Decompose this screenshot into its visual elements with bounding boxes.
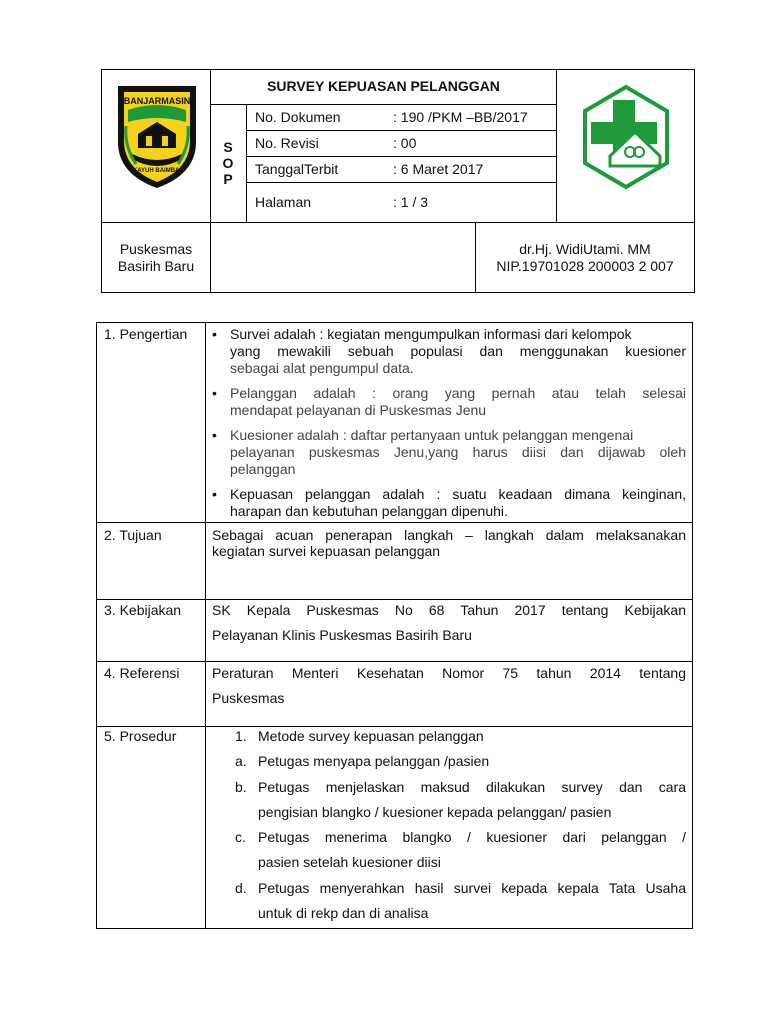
- prosedur-item-c-line-1: Petugas menerima blangko / kuesioner dari pelanggan /: [258, 829, 686, 845]
- bullet-marker: •: [212, 427, 217, 443]
- referensi-line-2: Puskesmas: [212, 690, 285, 706]
- prosedur-item-1-text: Metode survey kepuasan pelanggan: [258, 728, 484, 744]
- referensi-line-1: Peraturan Menteri Kesehatan Nomor 75 tahun 2014 tentang: [212, 665, 686, 681]
- prosedur-item-a-text: Petugas menyapa pelanggan /pasien: [258, 753, 490, 769]
- puskesmas-logo-icon: [582, 84, 670, 190]
- prosedur-label: 5. Prosedur: [104, 728, 177, 744]
- document-title: SURVEY KEPUASAN PELANGGAN: [267, 78, 500, 94]
- prosedur-item-b-marker: b.: [235, 779, 247, 795]
- sop-letter-s: S: [223, 139, 233, 155]
- city-logo-text-top: BANJARMASIN: [123, 96, 191, 106]
- pengertian-item-2-line-2: mendapat pelayanan di Puskesmas Jenu: [230, 402, 487, 418]
- prosedur-item-d-line-1: Petugas menyerahkan hasil survei kepada kepala Tata Usaha: [258, 880, 686, 896]
- pengertian-item-3-line-1: Kuesioner adalah : daftar pertanyaan untuk pelanggan mengenai: [230, 427, 634, 443]
- issue-date-label: TanggalTerbit: [255, 161, 339, 177]
- city-logo: [110, 82, 204, 192]
- org-name-line2: Basirih Baru: [117, 258, 195, 274]
- issue-date-value: : 6 Maret 2017: [393, 161, 484, 177]
- prosedur-item-d-marker: d.: [235, 880, 247, 896]
- pengertian-item-4-line-1: Kepuasan pelanggan adalah : suatu keadaan dimana keinginan,: [230, 486, 686, 502]
- pengertian-item-1-line-1: Survei adalah : kegiatan mengumpulkan informasi dari kelompok: [230, 326, 632, 342]
- page-value: : 1 / 3: [393, 194, 429, 210]
- city-logo-text-bottom: KAYUH BAIMBAI: [132, 168, 182, 174]
- tujuan-line-2: kegiatan survei kepuasan pelanggan: [212, 543, 441, 559]
- prosedur-item-b-line-1: Petugas menjelaskan maksud dilakukan survey dan cara: [258, 779, 686, 795]
- tujuan-line-1: Sebagai acuan penerapan langkah – langkah dalam melaksanakan: [212, 527, 686, 543]
- sop-letter-p: P: [223, 171, 233, 187]
- signer-nip: NIP.19701028 200003 2 007: [496, 258, 674, 274]
- pengertian-item-3-line-3: pelanggan: [230, 461, 296, 477]
- pengertian-item-3-line-2: pelayanan puskesmas Jenu,yang harus diisi dan dijawab oleh: [230, 444, 686, 460]
- prosedur-item-c-line-2: pasien setelah kuesioner diisi: [258, 854, 441, 870]
- doc-number-label: No. Dokumen: [255, 109, 341, 125]
- prosedur-item-1-marker: 1.: [235, 728, 247, 744]
- prosedur-item-c-marker: c.: [235, 829, 246, 845]
- bullet-marker: •: [212, 326, 217, 342]
- revision-label: No. Revisi: [255, 135, 319, 151]
- sop-letter-o: O: [222, 155, 234, 171]
- org-name-line1: Puskesmas: [119, 241, 193, 257]
- tujuan-label: 2. Tujuan: [104, 527, 162, 543]
- prosedur-item-d-line-2: untuk di rekp dan di analisa: [258, 905, 429, 921]
- revision-value: : 00: [393, 135, 417, 151]
- pengertian-item-1-line-3: sebagai alat pengumpul data.: [230, 360, 414, 376]
- pengertian-label: 1. Pengertian: [104, 326, 188, 342]
- pengertian-item-1-line-2: yang mewakili sebuah populasi dan menggunakan kuesioner: [230, 343, 686, 359]
- bullet-marker: •: [212, 486, 217, 502]
- kebijakan-label: 3. Kebijakan: [104, 602, 182, 618]
- prosedur-item-b-line-2: pengisian blangko / kuesioner kepada pelanggan/ pasien: [258, 804, 612, 820]
- page-label: Halaman: [255, 194, 312, 210]
- signer-name: dr.Hj. WidiUtami. MM: [519, 241, 651, 257]
- pengertian-item-4-line-2: harapan dan kebutuhan pelanggan dipenuhi.: [230, 503, 508, 519]
- bullet-marker: •: [212, 385, 217, 401]
- doc-number-value: : 190 /PKM –BB/2017: [393, 109, 528, 125]
- prosedur-item-a-marker: a.: [235, 753, 247, 769]
- referensi-label: 4. Referensi: [104, 665, 180, 681]
- kebijakan-line-1: SK Kepala Puskesmas No 68 Tahun 2017 tentang Kebijakan: [212, 602, 686, 618]
- pengertian-item-2-line-1: Pelanggan adalah : orang yang pernah atau telah selesai: [230, 385, 686, 401]
- kebijakan-line-2: Pelayanan Klinis Puskesmas Basirih Baru: [212, 627, 472, 643]
